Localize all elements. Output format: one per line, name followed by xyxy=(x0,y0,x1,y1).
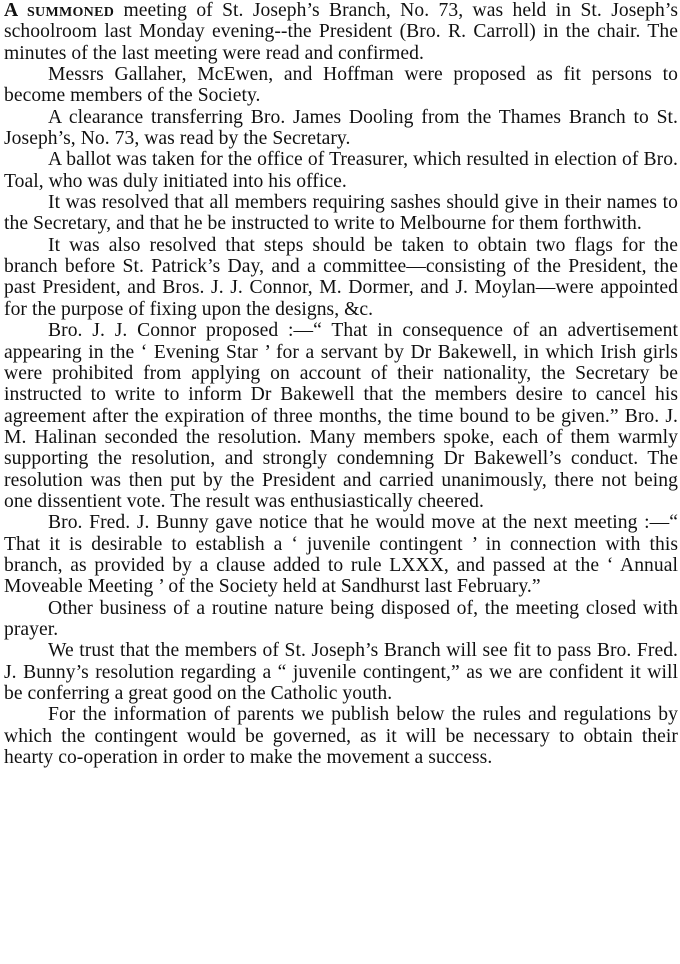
paragraph-sashes: It was resolved that all members requiring sashes should give in their names to the Secretary, and that he be instructed to write to Melbourne for them forthwith. xyxy=(4,192,678,235)
paragraph-closing: Other business of a routine nature being disposed of, the meeting closed with prayer. xyxy=(4,597,678,640)
paragraph-parents-information: For the information of parents we publish below the rules and regulations by which the contingent would be governed, as it will be necessary to obtain their hearty co-operation in order to make the movement a success. xyxy=(4,704,678,769)
lead-words: A summoned xyxy=(4,0,115,21)
paragraph-editorial-trust: We trust that the members of St. Joseph’s Branch will see fit to pass Bro. Fred. J. Bunny’s resolution regarding a “ juvenile contingent,” as we are confident it will be conferring a great good on the Catholic youth. xyxy=(4,640,678,704)
newspaper-article xyxy=(4,0,678,768)
paragraph-clearance: A clearance transferring Bro. James Dooling from the Thames Branch to St. Joseph’s, No. 73, was read by the Secretary. xyxy=(4,106,678,150)
paragraph-proposed-members: Messrs Gallaher, McEwen, and Hoffman were proposed as fit persons to become members of the Society. xyxy=(4,64,678,107)
paragraph-treasurer-ballot: A ballot was taken for the office of Treasurer, which resulted in election of Bro. Toal, who was duly initiated into his office. xyxy=(4,149,678,192)
paragraph-meeting-opening xyxy=(4,0,678,64)
paragraph-bunny-notice: Bro. Fred. J. Bunny gave notice that he would move at the next meeting :—“ That it is desirable to establish a ‘ juvenile contingent ’ in connection with this branch, as provided by a clause added to rule LXXX, and passed at the ‘ Annual Moveable Meeting ’ of the Society held at Sandhurst last February.” xyxy=(4,512,678,598)
paragraph-connor-resolution: Bro. J. J. Connor proposed :—“ That in consequence of an advertisement appearing in the ‘ Evening Star ’ for a servant by Dr Bakewell, in which Irish girls were prohibited from applying on account of their nationality, the Secretary be instructed to write to inform Dr Bakewell that the members desire to cancel his agreement after the expiration of three months, the time bound to be given.” Bro. J. M. Halinan seconded the resolution. Many members spoke, each of them warmly supporting the resolution, and strongly condemning Dr Bakewell’s conduct. The resolution was then put by the President and carried unanimously, there not being one dissentient vote. The result was enthusiastically cheered. xyxy=(4,320,678,512)
paragraph-flags-committee: It was also resolved that steps should be taken to obtain two flags for the branch before St. Patrick’s Day, and a committee—consisting of the President, the past President, and Bros. J. J. Connor, M. Dormer, and J. Moylan—were appointed for the purpose of fixing upon the designs, &c. xyxy=(4,234,678,320)
paragraph-text: meeting of St. Joseph’s Branch, No. 73, was held in St. Joseph’s schoolroom last Monday evening--the President (Bro. R. Carroll) in the chair. The minutes of the last meeting were read and confirmed. xyxy=(4,0,678,64)
